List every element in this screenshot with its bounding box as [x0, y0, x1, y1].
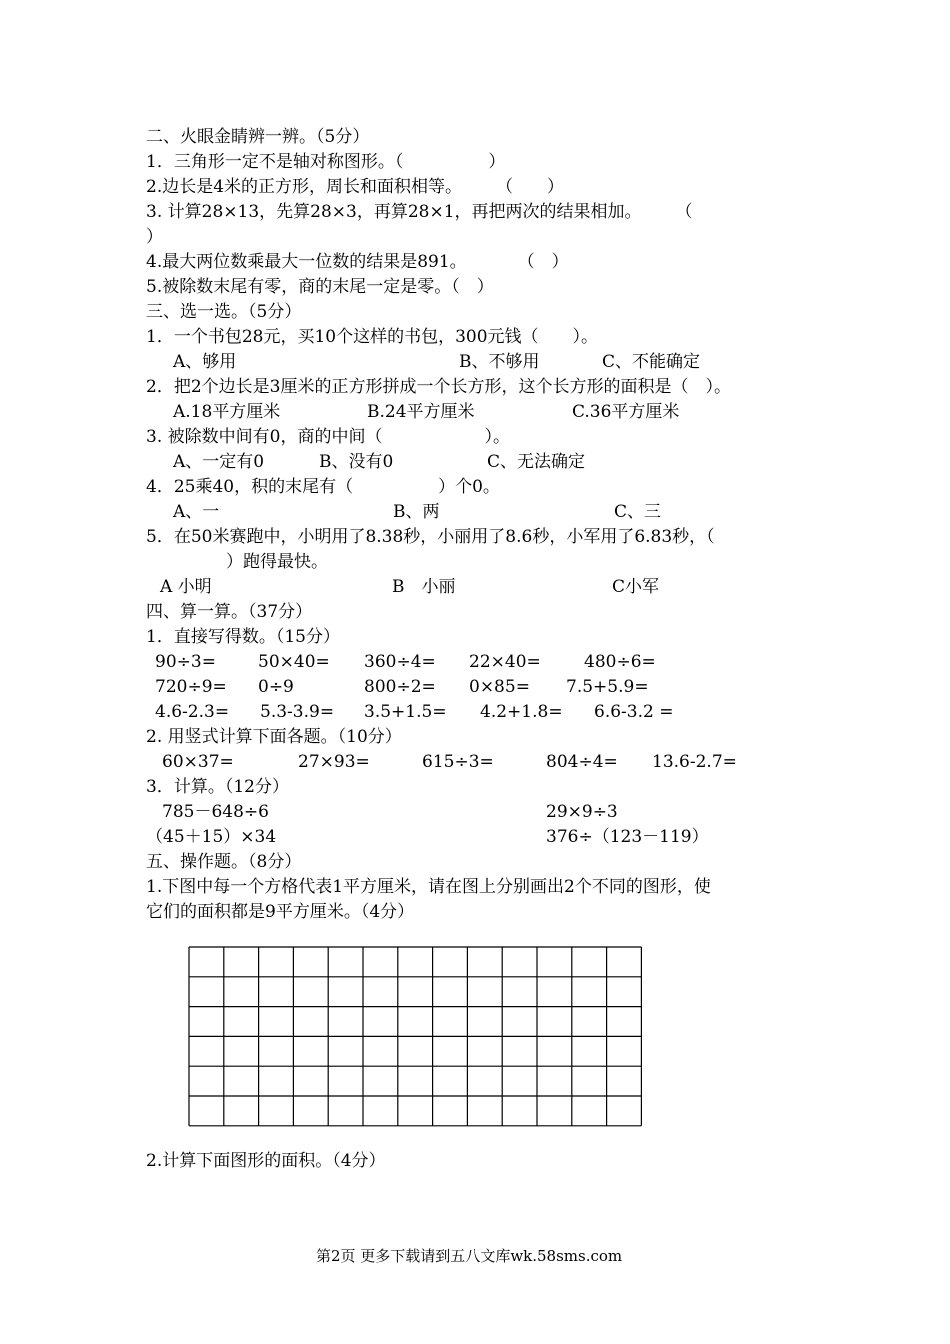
section3-q1-option-a: A、够用 — [173, 352, 237, 372]
oral-calc-item: 0×85= — [469, 677, 530, 697]
section2-heading: 二、火眼金睛辨一辨。（5分） — [146, 127, 370, 147]
section3-q4: 4．25乘40，积的末尾有（ ）个0。 — [146, 477, 500, 497]
section4-part1-title: 1．直接写得数。（15分） — [146, 627, 340, 647]
oral-calc-item: 90÷3= — [155, 652, 216, 672]
vertical-calc-item: 13.6-2.7= — [652, 752, 737, 772]
section3-q4-option-b: B、两 — [393, 502, 440, 522]
oral-calc-item: 360÷4= — [364, 652, 436, 672]
section2-q4: 4.最大两位数乘最大一位数的结果是891。 （ ） — [146, 252, 569, 272]
oral-calc-item: 6.6-3.2 = — [594, 702, 674, 722]
section4-heading: 四、算一算。（37分） — [146, 602, 313, 622]
section3-q2-option-a: A.18平方厘米 — [173, 402, 281, 422]
oral-calc-item: 3.5+1.5= — [364, 702, 447, 722]
section3-q1-option-c: C、不能确定 — [602, 352, 701, 372]
section3-q5-option-b: B 小丽 — [392, 577, 456, 597]
oral-calc-item: 0÷9 — [258, 677, 294, 697]
section2-q1: 1．三角形一定不是轴对称图形。（ ） — [146, 152, 506, 172]
oral-calc-item: 720÷9= — [155, 677, 227, 697]
section2-q2: 2.边长是4米的正方形，周长和面积相等。 （ ） — [146, 177, 565, 197]
section3-q2-option-b: B.24平方厘米 — [367, 402, 475, 422]
section5-part2: 2.计算下面图形的面积。（4分） — [146, 1151, 386, 1171]
section3-q3-option-c: C、无法确定 — [487, 452, 586, 472]
section3-q3-option-a: A、一定有0 — [173, 452, 265, 472]
section2-q3-cont: ） — [146, 227, 163, 247]
oral-calc-item: 4.6-2.3= — [155, 702, 230, 722]
vertical-calc-item: 804÷4= — [546, 752, 618, 772]
section3-q3: 3. 被除数中间有0，商的中间（ ）。 — [146, 427, 510, 447]
section2-q3: 3. 计算28×13，先算28×3，再算28×1，再把两次的结果相加。 （ — [146, 202, 693, 222]
section3-q4-option-a: A、一 — [173, 502, 220, 522]
section3-q5: 5．在50米赛跑中，小明用了8.38秒，小丽用了8.6秒，小军用了6.83秒，（ — [146, 527, 715, 547]
section3-q5-option-a: A 小明 — [160, 577, 212, 597]
oral-calc-item: 7.5+5.9= — [566, 677, 649, 697]
calc-item: 785－648÷6 — [162, 802, 269, 822]
section4-part2-title: 2. 用竖式计算下面各题。（10分） — [146, 727, 402, 747]
vertical-calc-item: 60×37= — [162, 752, 234, 772]
section3-q3-option-b: B、没有0 — [319, 452, 394, 472]
section3-q2-option-c: C.36平方厘米 — [572, 402, 680, 422]
oral-calc-item: 50×40= — [258, 652, 330, 672]
page-footer: 第2页 更多下载请到五八文库wk.58sms.com — [316, 1247, 623, 1265]
section2-q5: 5.被除数末尾有零，商的末尾一定是零。（ ） — [146, 277, 494, 297]
section3-heading: 三、选一选。（5分） — [146, 302, 302, 322]
section5-part1-line2: 它们的面积都是9平方厘米。（4分） — [146, 902, 415, 922]
section5-heading: 五、操作题。（8分） — [146, 852, 302, 872]
section3-q2: 2．把2个边长是3厘米的正方形拼成一个长方形，这个长方形的面积是（ ）。 — [146, 377, 731, 397]
section5-part1-line1: 1.下图中每一个方格代表1平方厘米，请在图上分别画出2个不同的图形，使 — [146, 877, 711, 897]
oral-calc-item: 22×40= — [469, 652, 541, 672]
square-grid — [188, 946, 644, 1128]
section3-q1-option-b: B、不够用 — [459, 352, 540, 372]
section3-q5-cont: ）跑得最快。 — [226, 552, 328, 572]
calc-item: 376÷（123－119） — [546, 827, 709, 847]
section3-q4-option-c: C、三 — [614, 502, 662, 522]
oral-calc-item: 4.2+1.8= — [480, 702, 563, 722]
oral-calc-item: 5.3-3.9= — [260, 702, 335, 722]
calc-item: （45＋15）×34 — [146, 827, 277, 847]
section3-q5-option-c: C小军 — [612, 577, 660, 597]
vertical-calc-item: 615÷3= — [422, 752, 494, 772]
calc-item: 29×9÷3 — [546, 802, 618, 822]
vertical-calc-item: 27×93= — [298, 752, 370, 772]
oral-calc-item: 800÷2= — [364, 677, 436, 697]
oral-calc-item: 480÷6= — [584, 652, 656, 672]
section3-q1: 1．一个书包28元，买10个这样的书包，300元钱（ ）。 — [146, 327, 599, 347]
section4-part3-title: 3．计算。（12分） — [146, 777, 289, 797]
